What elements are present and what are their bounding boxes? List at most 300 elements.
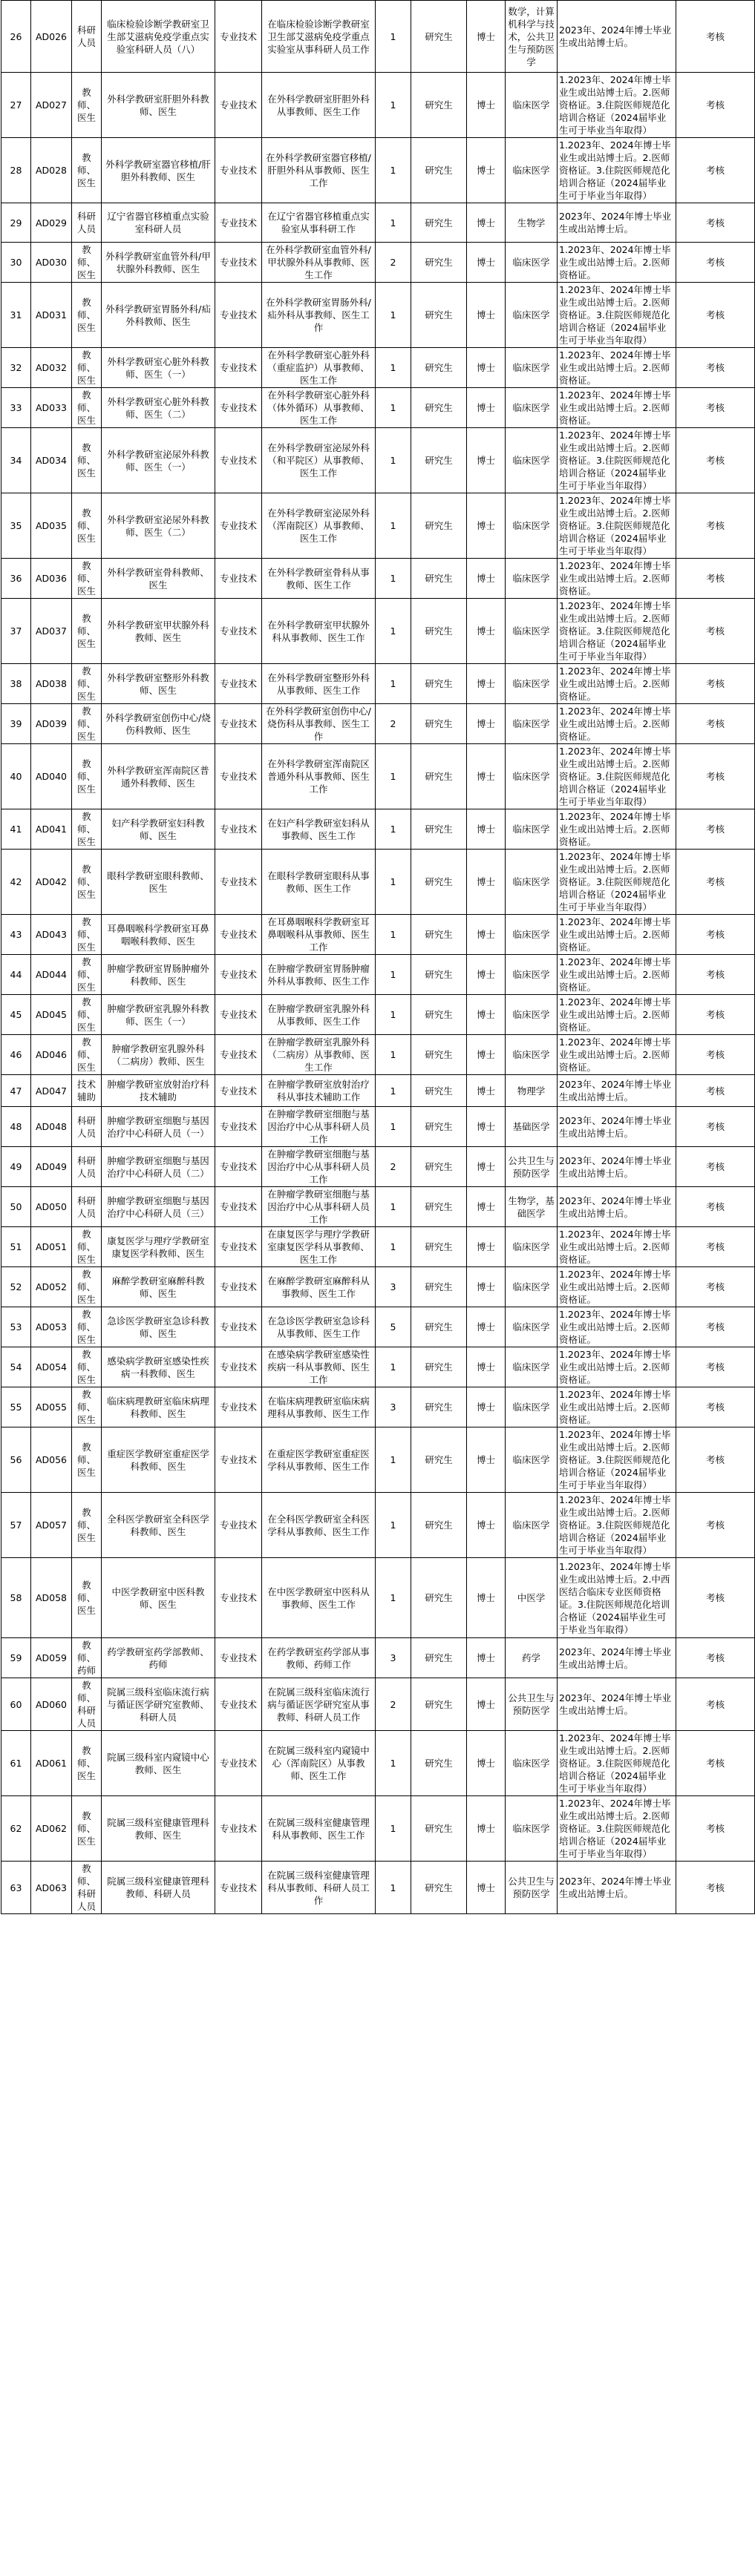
position-code-cell: AD047 bbox=[31, 1075, 72, 1107]
position-name-cell: 肿瘤学教研室细胞与基因治疗中心科研人员（一） bbox=[102, 1107, 215, 1147]
position-type-cell: 专业技术 bbox=[215, 809, 262, 850]
job-duty-cell: 在外科学教研室泌尿外科（和平院区）从事教师、医生工作 bbox=[262, 428, 376, 493]
row-number-cell: 50 bbox=[1, 1187, 31, 1227]
recruit-mode-cell: 考核 bbox=[676, 559, 755, 599]
position-type-cell: 专业技术 bbox=[215, 1427, 262, 1493]
position-code-cell: AD056 bbox=[31, 1427, 72, 1493]
job-category-cell: 教师、医生 bbox=[72, 1347, 102, 1387]
requirements-cell: 1.2023年、2024年博士毕业生或出站博士后。2.医师资格证。3.住院医师规范化培训合格证（2024届毕业生可于毕业当年取得） bbox=[558, 1796, 676, 1862]
table-row bbox=[1, 1678, 755, 1731]
education-cell: 研究生 bbox=[411, 1731, 467, 1796]
degree-cell: 博士 bbox=[467, 1227, 506, 1267]
recruit-mode-cell: 考核 bbox=[676, 1427, 755, 1493]
job-category-cell: 教师、医生 bbox=[72, 1307, 102, 1347]
requirements-cell: 2023年、2024年博士毕业生或出站博士后。 bbox=[558, 203, 676, 243]
table-row bbox=[1, 915, 755, 955]
table-body bbox=[1, 1, 755, 1914]
table-row bbox=[1, 850, 755, 915]
job-duty-cell: 在临床病理教研室临床病理科从事教师、医生工作 bbox=[262, 1387, 376, 1427]
job-duty-cell: 在重症医学教研室重症医学科从事教师、医生工作 bbox=[262, 1427, 376, 1493]
job-category-cell: 教师、医生 bbox=[72, 559, 102, 599]
recruit-mode-cell: 考核 bbox=[676, 493, 755, 559]
table-row bbox=[1, 283, 755, 348]
table-row bbox=[1, 1347, 755, 1387]
row-number-cell: 62 bbox=[1, 1796, 31, 1862]
major-cell: 临床医学 bbox=[506, 428, 558, 493]
job-category-cell: 科研人员 bbox=[72, 1107, 102, 1147]
position-code-cell: AD060 bbox=[31, 1678, 72, 1731]
position-name-cell: 外科学教研室心脏外科教师、医生（二） bbox=[102, 388, 215, 428]
education-cell: 研究生 bbox=[411, 915, 467, 955]
job-category-cell: 教师、科研人员 bbox=[72, 1678, 102, 1731]
job-duty-cell: 在肿瘤学教研室胃肠肿瘤外科从事教师、医生工作 bbox=[262, 955, 376, 995]
job-category-cell: 教师、科研人员 bbox=[72, 1862, 102, 1914]
degree-cell: 博士 bbox=[467, 388, 506, 428]
recruit-mode-cell: 考核 bbox=[676, 1, 755, 73]
major-cell: 临床医学 bbox=[506, 1796, 558, 1862]
education-cell: 研究生 bbox=[411, 1267, 467, 1307]
degree-cell: 博士 bbox=[467, 1558, 506, 1638]
table-row bbox=[1, 1387, 755, 1427]
education-cell: 研究生 bbox=[411, 388, 467, 428]
requirements-cell: 1.2023年、2024年博士毕业生或出站博士后。2.医师资格证。 bbox=[558, 1347, 676, 1387]
recruit-mode-cell: 考核 bbox=[676, 1862, 755, 1914]
row-number-cell: 53 bbox=[1, 1307, 31, 1347]
education-cell: 研究生 bbox=[411, 428, 467, 493]
requirements-cell: 1.2023年、2024年博士毕业生或出站博士后。2.医师资格证。 bbox=[558, 1267, 676, 1307]
degree-cell: 博士 bbox=[467, 1187, 506, 1227]
row-number-cell: 35 bbox=[1, 493, 31, 559]
position-name-cell: 全科医学教研室全科医学科教师、医生 bbox=[102, 1493, 215, 1558]
degree-cell: 博士 bbox=[467, 138, 506, 203]
major-cell: 临床医学 bbox=[506, 388, 558, 428]
table-row bbox=[1, 1267, 755, 1307]
table-row bbox=[1, 73, 755, 138]
recruit-mode-cell: 考核 bbox=[676, 388, 755, 428]
major-cell: 临床医学 bbox=[506, 1731, 558, 1796]
position-name-cell: 临床检验诊断学教研室卫生部艾滋病免疫学重点实验室科研人员（八） bbox=[102, 1, 215, 73]
degree-cell: 博士 bbox=[467, 664, 506, 704]
job-duty-cell: 在外科学教研室血管外科/甲状腺外科从事教师、医生工作 bbox=[262, 243, 376, 283]
position-type-cell: 专业技术 bbox=[215, 1493, 262, 1558]
headcount-cell: 1 bbox=[376, 428, 411, 493]
requirements-cell: 1.2023年、2024年博士毕业生或出站博士后。2.医师资格证。3.住院医师规范化培训合格证（2024届毕业生可于毕业当年取得） bbox=[558, 138, 676, 203]
headcount-cell: 1 bbox=[376, 1, 411, 73]
position-code-cell: AD040 bbox=[31, 744, 72, 809]
row-number-cell: 44 bbox=[1, 955, 31, 995]
job-category-cell: 教师、医生 bbox=[72, 915, 102, 955]
recruit-mode-cell: 考核 bbox=[676, 1035, 755, 1075]
headcount-cell: 1 bbox=[376, 1347, 411, 1387]
recruit-mode-cell: 考核 bbox=[676, 73, 755, 138]
position-type-cell: 专业技术 bbox=[215, 1862, 262, 1914]
requirements-cell: 2023年、2024年博士毕业生或出站博士后。 bbox=[558, 1, 676, 73]
education-cell: 研究生 bbox=[411, 1, 467, 73]
job-duty-cell: 在妇产科学教研室妇科从事教师、医生工作 bbox=[262, 809, 376, 850]
education-cell: 研究生 bbox=[411, 138, 467, 203]
position-code-cell: AD034 bbox=[31, 428, 72, 493]
headcount-cell: 2 bbox=[376, 1147, 411, 1187]
position-code-cell: AD048 bbox=[31, 1107, 72, 1147]
major-cell: 临床医学 bbox=[506, 493, 558, 559]
row-number-cell: 49 bbox=[1, 1147, 31, 1187]
job-category-cell: 教师、医生 bbox=[72, 599, 102, 664]
job-duty-cell: 在中医学教研室中医科从事教师、医生工作 bbox=[262, 1558, 376, 1638]
position-type-cell: 专业技术 bbox=[215, 1267, 262, 1307]
education-cell: 研究生 bbox=[411, 1227, 467, 1267]
recruit-mode-cell: 考核 bbox=[676, 1493, 755, 1558]
major-cell: 临床医学 bbox=[506, 283, 558, 348]
job-duty-cell: 在外科学教研室器官移植/肝胆外科从事教师、医生工作 bbox=[262, 138, 376, 203]
education-cell: 研究生 bbox=[411, 1862, 467, 1914]
table-row bbox=[1, 203, 755, 243]
job-category-cell: 教师、医生 bbox=[72, 1731, 102, 1796]
recruit-mode-cell: 考核 bbox=[676, 1731, 755, 1796]
position-name-cell: 外科学教研室浑南院区普通外科教师、医生 bbox=[102, 744, 215, 809]
headcount-cell: 2 bbox=[376, 704, 411, 744]
position-code-cell: AD058 bbox=[31, 1558, 72, 1638]
position-name-cell: 临床病理教研室临床病理科教师、医生 bbox=[102, 1387, 215, 1427]
position-type-cell: 专业技术 bbox=[215, 388, 262, 428]
requirements-cell: 1.2023年、2024年博士毕业生或出站博士后。2.医师资格证。3.住院医师规范化培训合格证（2024届毕业生可于毕业当年取得） bbox=[558, 850, 676, 915]
position-code-cell: AD050 bbox=[31, 1187, 72, 1227]
position-name-cell: 耳鼻咽喉科学教研室耳鼻咽喉科教师、医生 bbox=[102, 915, 215, 955]
requirements-cell: 1.2023年、2024年博士毕业生或出站博士后。2.医师资格证。 bbox=[558, 995, 676, 1035]
position-code-cell: AD029 bbox=[31, 203, 72, 243]
education-cell: 研究生 bbox=[411, 1427, 467, 1493]
requirements-cell: 1.2023年、2024年博士毕业生或出站博士后。2.医师资格证。 bbox=[558, 1035, 676, 1075]
position-type-cell: 专业技术 bbox=[215, 1107, 262, 1147]
job-category-cell: 教师、医生 bbox=[72, 428, 102, 493]
recruit-mode-cell: 考核 bbox=[676, 1147, 755, 1187]
position-name-cell: 肿瘤学教研室细胞与基因治疗中心科研人员（三） bbox=[102, 1187, 215, 1227]
job-duty-cell: 在院属三级科室临床流行病与循证医学研究室从事教师、科研人员工作 bbox=[262, 1678, 376, 1731]
headcount-cell: 1 bbox=[376, 1035, 411, 1075]
degree-cell: 博士 bbox=[467, 744, 506, 809]
position-name-cell: 院属三级科室内窥镜中心教师、医生 bbox=[102, 1731, 215, 1796]
position-name-cell: 院属三级科室健康管理科教师、医生 bbox=[102, 1796, 215, 1862]
job-duty-cell: 在全科医学教研室全科医学科从事教师、医生工作 bbox=[262, 1493, 376, 1558]
table-row bbox=[1, 243, 755, 283]
job-duty-cell: 在外科学教研室心脏外科（重症监护）从事教师、医生工作 bbox=[262, 348, 376, 388]
table-row bbox=[1, 1227, 755, 1267]
headcount-cell: 1 bbox=[376, 283, 411, 348]
degree-cell: 博士 bbox=[467, 1678, 506, 1731]
job-category-cell: 教师、医生 bbox=[72, 955, 102, 995]
position-type-cell: 专业技术 bbox=[215, 138, 262, 203]
position-code-cell: AD032 bbox=[31, 348, 72, 388]
headcount-cell: 1 bbox=[376, 1796, 411, 1862]
requirements-cell: 1.2023年、2024年博士毕业生或出站博士后。2.医师资格证。 bbox=[558, 955, 676, 995]
row-number-cell: 46 bbox=[1, 1035, 31, 1075]
requirements-cell: 1.2023年、2024年博士毕业生或出站博士后。2.医师资格证。3.住院医师规范化培训合格证（2024届毕业生可于毕业当年取得） bbox=[558, 428, 676, 493]
position-code-cell: AD039 bbox=[31, 704, 72, 744]
table-row bbox=[1, 1107, 755, 1147]
job-duty-cell: 在外科学教研室肝胆外科从事教师、医生工作 bbox=[262, 73, 376, 138]
row-number-cell: 37 bbox=[1, 599, 31, 664]
position-type-cell: 专业技术 bbox=[215, 1187, 262, 1227]
table-row bbox=[1, 1427, 755, 1493]
recruit-mode-cell: 考核 bbox=[676, 348, 755, 388]
job-duty-cell: 在外科学教研室骨科从事教师、医生工作 bbox=[262, 559, 376, 599]
education-cell: 研究生 bbox=[411, 1187, 467, 1227]
job-duty-cell: 在感染病学教研室感染性疾病一科从事教师、医生工作 bbox=[262, 1347, 376, 1387]
degree-cell: 博士 bbox=[467, 1147, 506, 1187]
position-code-cell: AD033 bbox=[31, 388, 72, 428]
headcount-cell: 1 bbox=[376, 995, 411, 1035]
job-duty-cell: 在院属三级科室健康管理科从事教师、医生工作 bbox=[262, 1796, 376, 1862]
row-number-cell: 56 bbox=[1, 1427, 31, 1493]
headcount-cell: 1 bbox=[376, 915, 411, 955]
position-name-cell: 院属三级科室健康管理科教师、科研人员 bbox=[102, 1862, 215, 1914]
education-cell: 研究生 bbox=[411, 995, 467, 1035]
row-number-cell: 30 bbox=[1, 243, 31, 283]
position-name-cell: 外科学教研室创伤中心/烧伤科教师、医生 bbox=[102, 704, 215, 744]
position-type-cell: 专业技术 bbox=[215, 348, 262, 388]
major-cell: 药学 bbox=[506, 1638, 558, 1678]
major-cell: 临床医学 bbox=[506, 1227, 558, 1267]
position-name-cell: 妇产科学教研室妇科教师、医生 bbox=[102, 809, 215, 850]
major-cell: 物理学 bbox=[506, 1075, 558, 1107]
degree-cell: 博士 bbox=[467, 1035, 506, 1075]
degree-cell: 博士 bbox=[467, 1493, 506, 1558]
major-cell: 临床医学 bbox=[506, 138, 558, 203]
position-name-cell: 肿瘤学教研室放射治疗科技术辅助 bbox=[102, 1075, 215, 1107]
position-name-cell: 外科学教研室甲状腺外科教师、医生 bbox=[102, 599, 215, 664]
headcount-cell: 1 bbox=[376, 493, 411, 559]
position-name-cell: 外科学教研室骨科教师、医生 bbox=[102, 559, 215, 599]
degree-cell: 博士 bbox=[467, 1267, 506, 1307]
recruit-mode-cell: 考核 bbox=[676, 955, 755, 995]
degree-cell: 博士 bbox=[467, 1, 506, 73]
education-cell: 研究生 bbox=[411, 283, 467, 348]
requirements-cell: 1.2023年、2024年博士毕业生或出站博士后。2.医师资格证。3.住院医师规范化培训合格证（2024届毕业生可于毕业当年取得） bbox=[558, 1731, 676, 1796]
education-cell: 研究生 bbox=[411, 1347, 467, 1387]
major-cell: 中医学 bbox=[506, 1558, 558, 1638]
table-row bbox=[1, 559, 755, 599]
major-cell: 临床医学 bbox=[506, 559, 558, 599]
job-duty-cell: 在外科学教研室整形外科从事教师、医生工作 bbox=[262, 664, 376, 704]
recruit-mode-cell: 考核 bbox=[676, 1638, 755, 1678]
job-category-cell: 教师、医生 bbox=[72, 1267, 102, 1307]
requirements-cell: 1.2023年、2024年博士毕业生或出站博士后。2.医师资格证。3.住院医师规范化培训合格证（2024届毕业生可于毕业当年取得） bbox=[558, 744, 676, 809]
table-row bbox=[1, 1075, 755, 1107]
job-category-cell: 教师、医生 bbox=[72, 73, 102, 138]
degree-cell: 博士 bbox=[467, 599, 506, 664]
education-cell: 研究生 bbox=[411, 1107, 467, 1147]
degree-cell: 博士 bbox=[467, 1075, 506, 1107]
position-code-cell: AD055 bbox=[31, 1387, 72, 1427]
education-cell: 研究生 bbox=[411, 744, 467, 809]
requirements-cell: 2023年、2024年博士毕业生或出站博士后。 bbox=[558, 1147, 676, 1187]
row-number-cell: 28 bbox=[1, 138, 31, 203]
job-category-cell: 教师、医生 bbox=[72, 1558, 102, 1638]
position-type-cell: 专业技术 bbox=[215, 1638, 262, 1678]
position-type-cell: 专业技术 bbox=[215, 1075, 262, 1107]
degree-cell: 博士 bbox=[467, 283, 506, 348]
requirements-cell: 1.2023年、2024年博士毕业生或出站博士后。2.医师资格证。 bbox=[558, 559, 676, 599]
position-name-cell: 外科学教研室泌尿外科教师、医生（一） bbox=[102, 428, 215, 493]
degree-cell: 博士 bbox=[467, 243, 506, 283]
education-cell: 研究生 bbox=[411, 955, 467, 995]
row-number-cell: 47 bbox=[1, 1075, 31, 1107]
position-name-cell: 院属三级科室临床流行病与循证医学研究室教师、科研人员 bbox=[102, 1678, 215, 1731]
position-type-cell: 专业技术 bbox=[215, 664, 262, 704]
table-row bbox=[1, 428, 755, 493]
position-type-cell: 专业技术 bbox=[215, 599, 262, 664]
degree-cell: 博士 bbox=[467, 428, 506, 493]
job-duty-cell: 在眼科学教研室眼科从事教师、医生工作 bbox=[262, 850, 376, 915]
row-number-cell: 59 bbox=[1, 1638, 31, 1678]
row-number-cell: 32 bbox=[1, 348, 31, 388]
degree-cell: 博士 bbox=[467, 1347, 506, 1387]
table-row bbox=[1, 493, 755, 559]
education-cell: 研究生 bbox=[411, 243, 467, 283]
job-category-cell: 教师、医生 bbox=[72, 1035, 102, 1075]
table-row bbox=[1, 955, 755, 995]
education-cell: 研究生 bbox=[411, 850, 467, 915]
position-type-cell: 专业技术 bbox=[215, 955, 262, 995]
position-name-cell: 外科学教研室心脏外科教师、医生（一） bbox=[102, 348, 215, 388]
job-duty-cell: 在院属三级科室内窥镜中心（浑南院区）从事教师、医生工作 bbox=[262, 1731, 376, 1796]
job-category-cell: 科研人员 bbox=[72, 1, 102, 73]
position-name-cell: 重症医学教研室重症医学科教师、医生 bbox=[102, 1427, 215, 1493]
row-number-cell: 61 bbox=[1, 1731, 31, 1796]
table-row bbox=[1, 664, 755, 704]
headcount-cell: 1 bbox=[376, 1187, 411, 1227]
position-name-cell: 麻醉学教研室麻醉科教师、医生 bbox=[102, 1267, 215, 1307]
degree-cell: 博士 bbox=[467, 995, 506, 1035]
headcount-cell: 1 bbox=[376, 744, 411, 809]
position-type-cell: 专业技术 bbox=[215, 850, 262, 915]
job-category-cell: 教师、医生 bbox=[72, 283, 102, 348]
requirements-cell: 1.2023年、2024年博士毕业生或出站博士后。2.医师资格证。 bbox=[558, 1387, 676, 1427]
position-type-cell: 专业技术 bbox=[215, 1227, 262, 1267]
job-duty-cell: 在外科学教研室泌尿外科（浑南院区）从事教师、医生工作 bbox=[262, 493, 376, 559]
degree-cell: 博士 bbox=[467, 1731, 506, 1796]
headcount-cell: 1 bbox=[376, 850, 411, 915]
position-type-cell: 专业技术 bbox=[215, 915, 262, 955]
position-name-cell: 肿瘤学教研室细胞与基因治疗中心科研人员（二） bbox=[102, 1147, 215, 1187]
job-category-cell: 教师、医生 bbox=[72, 1796, 102, 1862]
education-cell: 研究生 bbox=[411, 1387, 467, 1427]
job-duty-cell: 在麻醉学教研室麻醉科从事教师、医生工作 bbox=[262, 1267, 376, 1307]
row-number-cell: 54 bbox=[1, 1347, 31, 1387]
position-name-cell: 肿瘤学教研室胃肠肿瘤外科教师、医生 bbox=[102, 955, 215, 995]
major-cell: 临床医学 bbox=[506, 1493, 558, 1558]
position-code-cell: AD059 bbox=[31, 1638, 72, 1678]
position-name-cell: 肿瘤学教研室乳腺外科教师、医生（一） bbox=[102, 995, 215, 1035]
job-duty-cell: 在耳鼻咽喉科学教研室耳鼻咽喉科从事教师、医生工作 bbox=[262, 915, 376, 955]
degree-cell: 博士 bbox=[467, 809, 506, 850]
major-cell: 临床医学 bbox=[506, 348, 558, 388]
education-cell: 研究生 bbox=[411, 704, 467, 744]
recruit-mode-cell: 考核 bbox=[676, 203, 755, 243]
degree-cell: 博士 bbox=[467, 559, 506, 599]
row-number-cell: 39 bbox=[1, 704, 31, 744]
position-type-cell: 专业技术 bbox=[215, 704, 262, 744]
job-duty-cell: 在外科学教研室甲状腺外科从事教师、医生工作 bbox=[262, 599, 376, 664]
job-category-cell: 教师、医生 bbox=[72, 388, 102, 428]
job-category-cell: 教师、医生 bbox=[72, 1493, 102, 1558]
position-name-cell: 肿瘤学教研室乳腺外科（二病房）教师、医生 bbox=[102, 1035, 215, 1075]
position-type-cell: 专业技术 bbox=[215, 283, 262, 348]
position-name-cell: 外科学教研室泌尿外科教师、医生（二） bbox=[102, 493, 215, 559]
table-row bbox=[1, 1, 755, 73]
education-cell: 研究生 bbox=[411, 1678, 467, 1731]
job-category-cell: 教师、医生 bbox=[72, 138, 102, 203]
position-name-cell: 中医学教研室中医科教师、医生 bbox=[102, 1558, 215, 1638]
position-type-cell: 专业技术 bbox=[215, 493, 262, 559]
table-row bbox=[1, 388, 755, 428]
education-cell: 研究生 bbox=[411, 1796, 467, 1862]
major-cell: 生物学 bbox=[506, 203, 558, 243]
position-type-cell: 专业技术 bbox=[215, 559, 262, 599]
requirements-cell: 1.2023年、2024年博士毕业生或出站博士后。2.医师资格证。3.住院医师规范化培训合格证（2024届毕业生可于毕业当年取得） bbox=[558, 1427, 676, 1493]
major-cell: 临床医学 bbox=[506, 664, 558, 704]
job-category-cell: 教师、药师 bbox=[72, 1638, 102, 1678]
education-cell: 研究生 bbox=[411, 1638, 467, 1678]
job-duty-cell: 在肿瘤学教研室放射治疗科从事技术辅助工作 bbox=[262, 1075, 376, 1107]
degree-cell: 博士 bbox=[467, 1638, 506, 1678]
headcount-cell: 3 bbox=[376, 1267, 411, 1307]
table-row bbox=[1, 1862, 755, 1914]
education-cell: 研究生 bbox=[411, 1307, 467, 1347]
table-row bbox=[1, 1147, 755, 1187]
table-row bbox=[1, 744, 755, 809]
table-row bbox=[1, 995, 755, 1035]
table-row bbox=[1, 1493, 755, 1558]
requirements-cell: 1.2023年、2024年博士毕业生或出站博士后。2.医师资格证。 bbox=[558, 704, 676, 744]
row-number-cell: 58 bbox=[1, 1558, 31, 1638]
row-number-cell: 52 bbox=[1, 1267, 31, 1307]
position-type-cell: 专业技术 bbox=[215, 428, 262, 493]
job-duty-cell: 在肿瘤学教研室细胞与基因治疗中心从事科研人员工作 bbox=[262, 1147, 376, 1187]
recruit-mode-cell: 考核 bbox=[676, 704, 755, 744]
position-name-cell: 外科学教研室整形外科教师、医生 bbox=[102, 664, 215, 704]
row-number-cell: 40 bbox=[1, 744, 31, 809]
position-code-cell: AD041 bbox=[31, 809, 72, 850]
recruit-mode-cell: 考核 bbox=[676, 1267, 755, 1307]
position-code-cell: AD038 bbox=[31, 664, 72, 704]
position-code-cell: AD026 bbox=[31, 1, 72, 73]
headcount-cell: 1 bbox=[376, 599, 411, 664]
recruit-mode-cell: 考核 bbox=[676, 1307, 755, 1347]
job-category-cell: 教师、医生 bbox=[72, 1227, 102, 1267]
position-type-cell: 专业技术 bbox=[215, 1796, 262, 1862]
job-category-cell: 教师、医生 bbox=[72, 664, 102, 704]
table-row bbox=[1, 1035, 755, 1075]
position-type-cell: 专业技术 bbox=[215, 1, 262, 73]
position-name-cell: 辽宁省器官移植重点实验室科研人员 bbox=[102, 203, 215, 243]
position-code-cell: AD044 bbox=[31, 955, 72, 995]
job-category-cell: 教师、医生 bbox=[72, 243, 102, 283]
position-type-cell: 专业技术 bbox=[215, 1558, 262, 1638]
position-code-cell: AD035 bbox=[31, 493, 72, 559]
row-number-cell: 55 bbox=[1, 1387, 31, 1427]
recruit-mode-cell: 考核 bbox=[676, 915, 755, 955]
job-category-cell: 教师、医生 bbox=[72, 348, 102, 388]
requirements-cell: 2023年、2024年博士毕业生或出站博士后。 bbox=[558, 1638, 676, 1678]
recruit-mode-cell: 考核 bbox=[676, 664, 755, 704]
row-number-cell: 31 bbox=[1, 283, 31, 348]
headcount-cell: 2 bbox=[376, 1678, 411, 1731]
headcount-cell: 5 bbox=[376, 1307, 411, 1347]
position-type-cell: 专业技术 bbox=[215, 1678, 262, 1731]
degree-cell: 博士 bbox=[467, 915, 506, 955]
table-row bbox=[1, 809, 755, 850]
position-type-cell: 专业技术 bbox=[215, 1347, 262, 1387]
